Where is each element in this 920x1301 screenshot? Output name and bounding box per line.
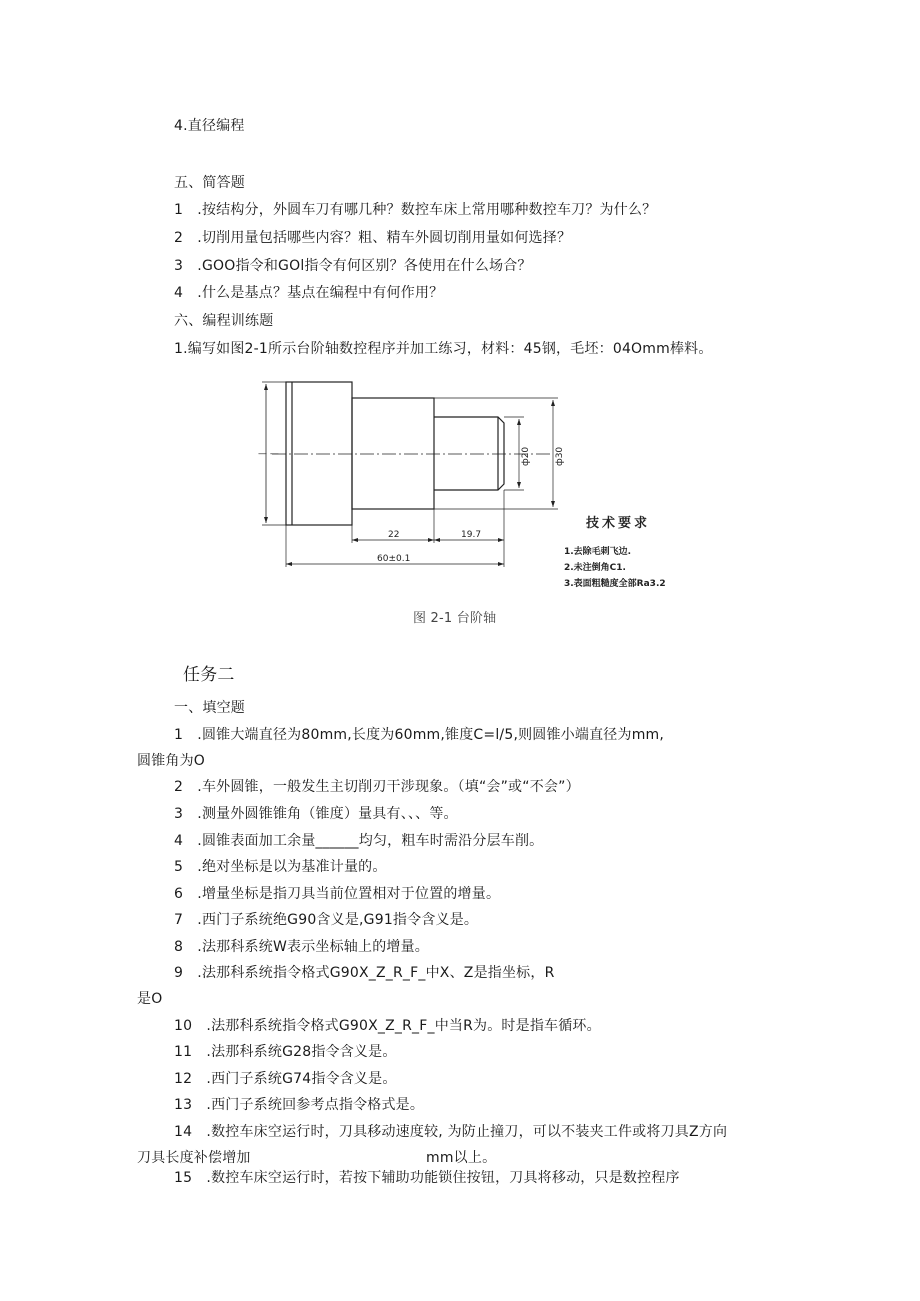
- question-item: 13 .西门子系统回参考点指令格式是。: [174, 1097, 425, 1113]
- question-item: 2 .车外圆锥，一般发生主切削刃干涉现象。（填“会”或“不会”）: [174, 779, 580, 795]
- question-item: 6 .增量坐标是指刀具当前位置相对于位置的增量。: [174, 886, 501, 902]
- dim-label-d20: ф20: [521, 446, 531, 466]
- tech-requirements-title: 技术要求: [586, 516, 651, 531]
- svg-text:— —: — —: [258, 449, 279, 459]
- question-item: 9 .法那科系统指令格式G90X_Z_R_F_中X、Z是指坐标，R: [174, 965, 555, 981]
- task-title: 任务二: [183, 665, 235, 685]
- question-item-continued: 是O: [137, 991, 163, 1007]
- question-item: 8 .法那科系统W表示坐标轴上的增量。: [174, 939, 429, 955]
- question-item: 5 .绝对坐标是以为基准计量的。: [174, 859, 387, 875]
- question-item: 4 .圆锥表面加工余量______均匀，粗车时需沿分层车削。: [174, 833, 544, 849]
- section-heading-programming: 六、编程训练题: [174, 313, 274, 329]
- question-item: 1 .圆锥大端直径为80mm,长度为60mm,锥度C=l/5,则圆锥小端直径为mm,: [174, 727, 665, 743]
- question-item: 1 .按结构分，外圆车刀有哪几种？数控车床上常用哪种数控车刀？为什么？: [174, 202, 657, 218]
- tech-requirement-item: 1.去除毛刺飞边.: [564, 547, 632, 557]
- tech-requirement-item: 2.未注倒角C1.: [564, 563, 626, 573]
- question-item: 3 .测量外圆锥锥角（锥度）量具有、、、等。: [174, 806, 458, 822]
- question-item: 15 .数控车床空运行时，若按下辅助功能锁住按钮，刀具将移动，只是数控程序: [174, 1170, 680, 1186]
- question-item: 12 .西门子系统G74指令含义是。: [174, 1071, 397, 1087]
- dim-label-60: 60±0.1: [377, 554, 411, 564]
- figure-caption: 图 2-1 台阶轴: [413, 611, 497, 626]
- section-heading-fill-blank: 一、填空题: [174, 700, 245, 716]
- question-item-continued: 圆锥角为O: [137, 753, 206, 769]
- stepped-shaft-drawing: [0, 370, 920, 630]
- question-item: 4 .什么是基点？基点在编程中有何作用？: [174, 285, 444, 301]
- question-item-continued: 刀具长度补偿增加: [137, 1150, 251, 1166]
- dim-label-22: 22: [388, 530, 400, 540]
- list-item-diameter-programming: 4.直径编程: [174, 118, 245, 134]
- question-item: 1.编写如图2-1所示台阶轴数控程序并加工练习，材料：45钢，毛坯：04Omm棒料。: [174, 341, 713, 357]
- tech-requirement-item: 3.表面粗糙度全部Ra3.2: [564, 579, 666, 589]
- section-heading-short-answer: 五、简答题: [174, 175, 245, 191]
- question-item: 14 .数控车床空运行时，刀具移动速度较, 为防止撞刀，可以不装夹工件或将刀具Z方向: [174, 1124, 728, 1140]
- question-item-continued: mm以上。: [426, 1150, 497, 1166]
- question-item: 2 .切削用量包括哪些内容？粗、精车外圆切削用量如何选择？: [174, 230, 572, 246]
- question-item: 7 .西门子系统绝G90含义是,G91指令含义是。: [174, 912, 479, 928]
- question-item: 10 .法那科系统指令格式G90X_Z_R_F_中当R为。时是指车循环。: [174, 1018, 601, 1034]
- dim-label-19-7: 19.7: [461, 530, 482, 540]
- question-item: 11 .法那科系统G28指令含义是。: [174, 1044, 397, 1060]
- dim-label-d30: ф30: [555, 446, 565, 466]
- question-item: 3 .GOO指令和GOl指令有何区别？各使用在什么场合？: [174, 258, 532, 274]
